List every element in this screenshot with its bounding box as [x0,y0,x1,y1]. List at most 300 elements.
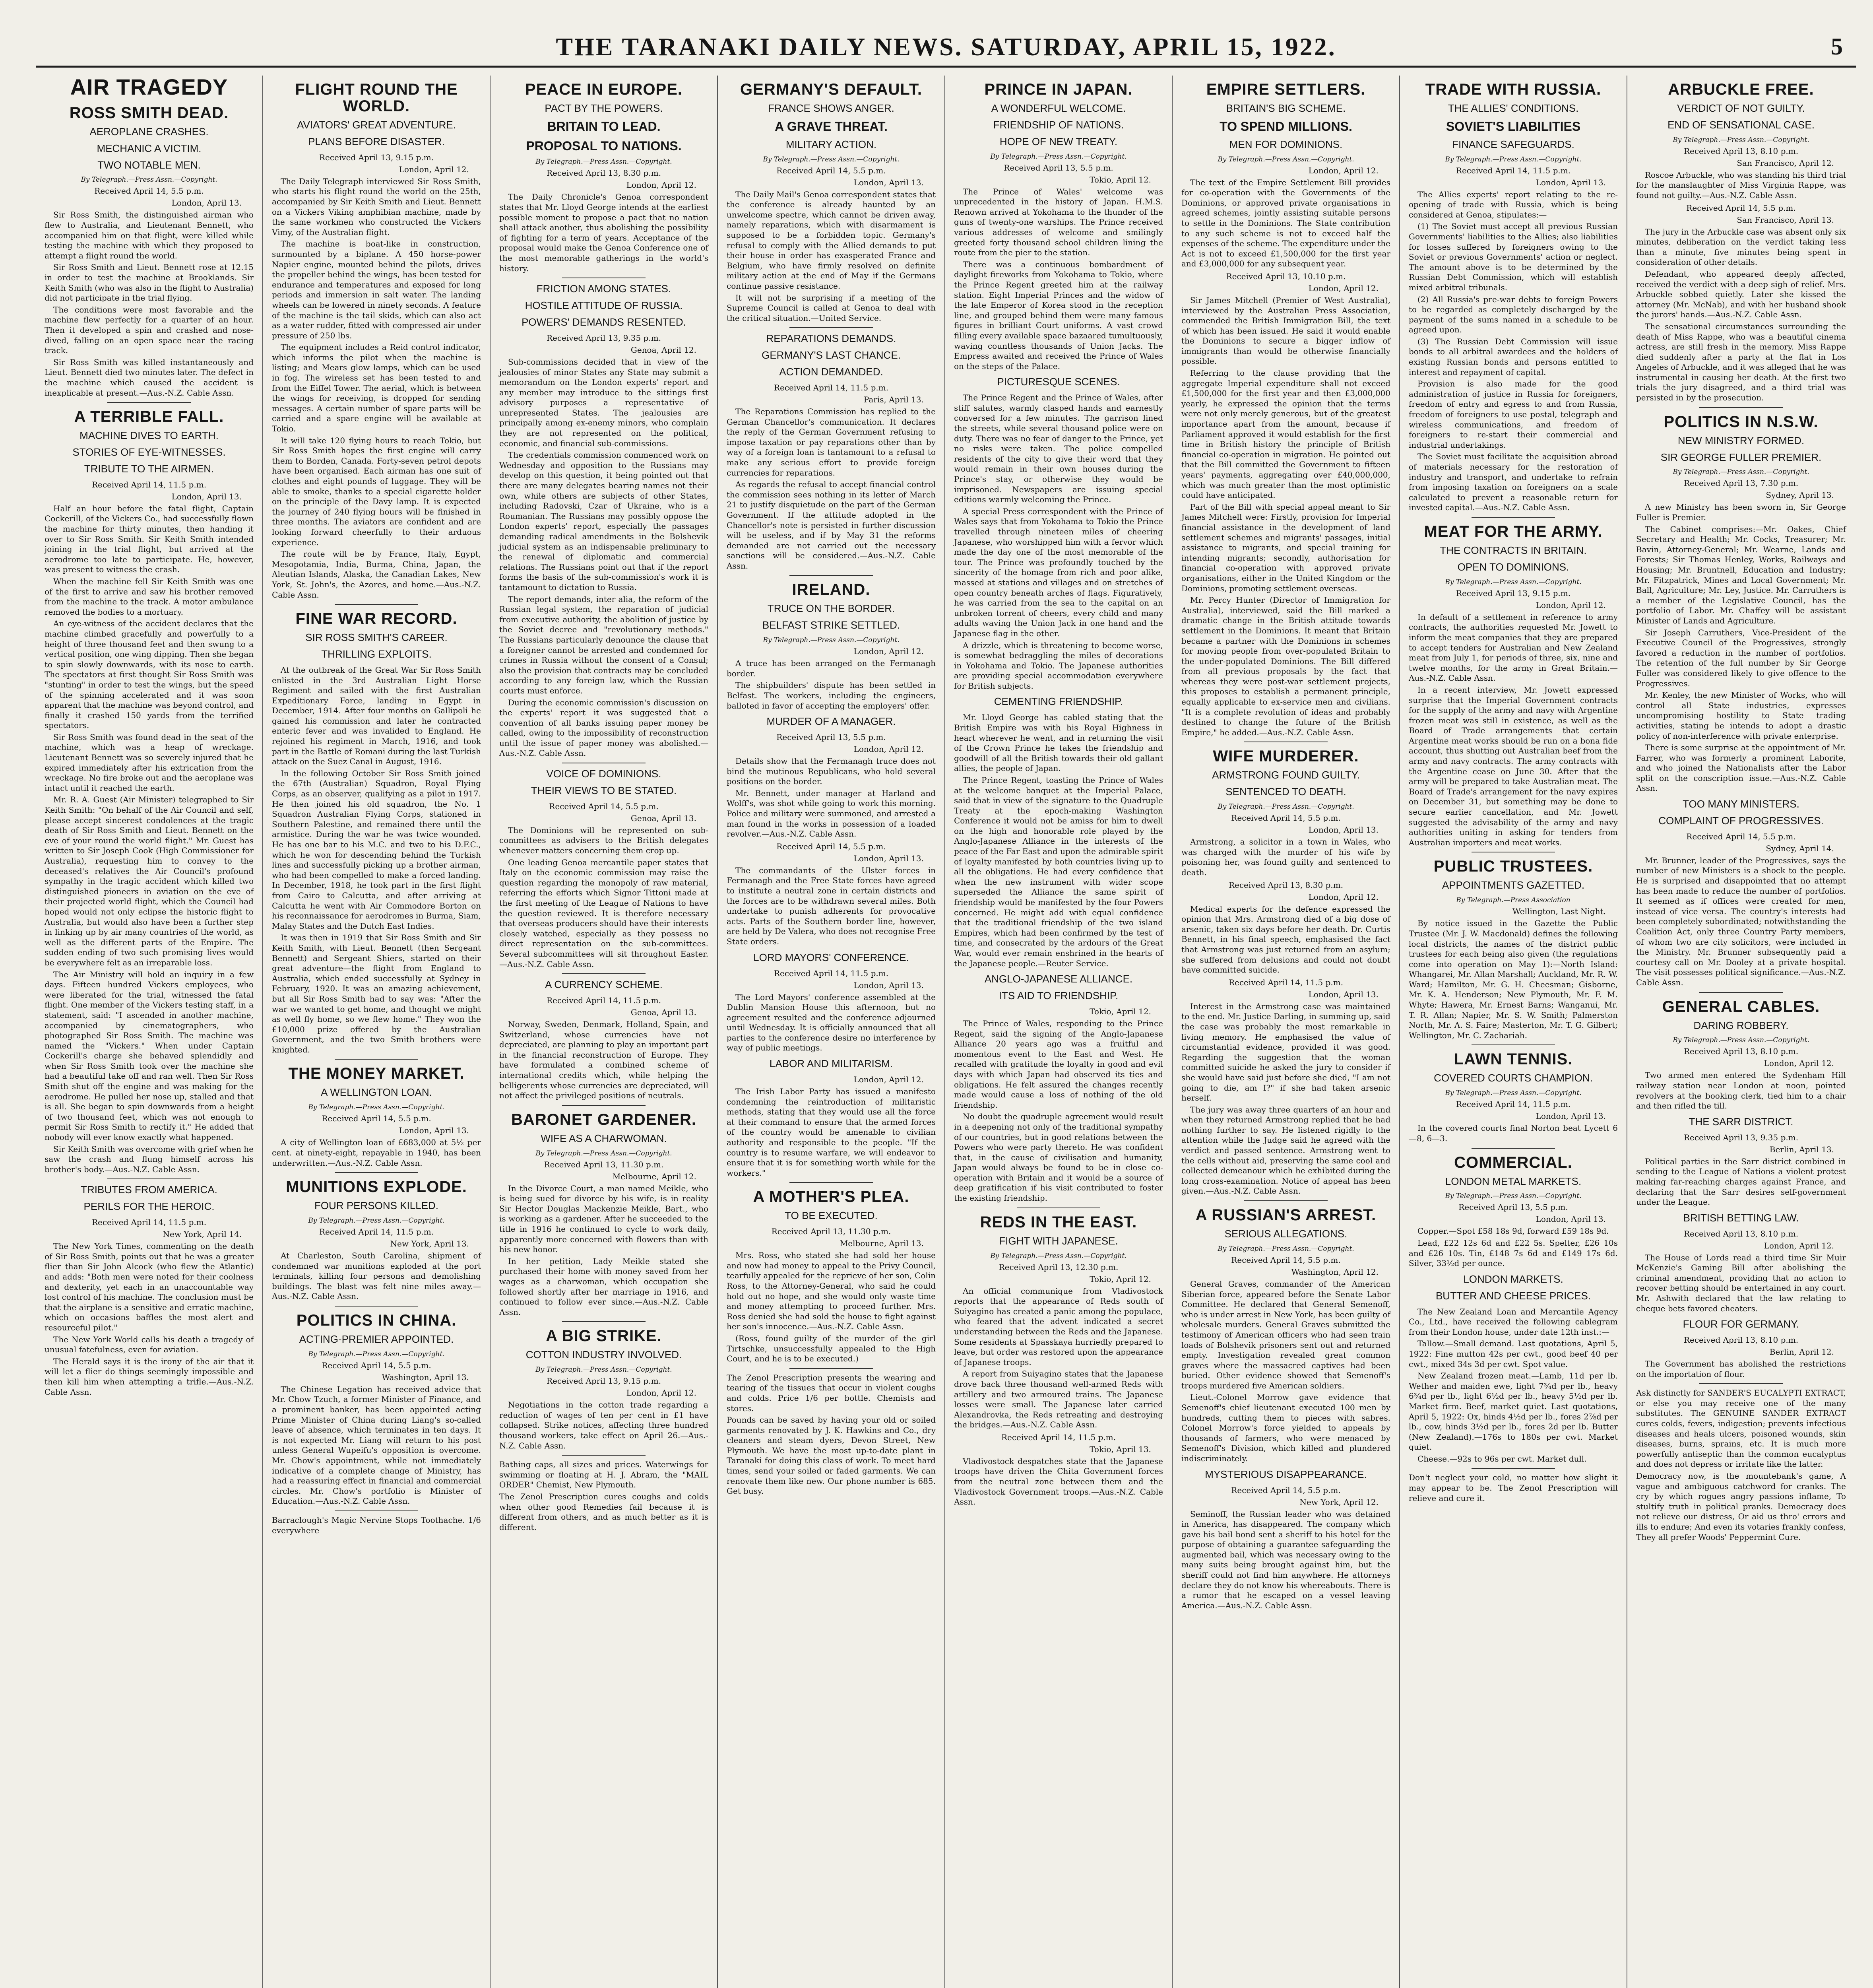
paragraph: In default of a settlement in reference to army contracts, the authorities requested Mr. Jowett to inform the meat companies that they are prepared to accept tenders for Australian and New Zealand meat from July 1, for periods of three, six, nine and twelve months, for the army in Great Britain.—Aus.-N.Z. Cable Assn. [1409,612,1618,683]
divider [562,973,646,974]
subheading: GERMANY'S LAST CHANCE. [762,349,901,361]
received-line: Received April 13, 9.15 p.m. [1456,588,1571,598]
divider [107,402,191,403]
received-line: Received April 13, 11.30 p.m. [771,1227,891,1237]
divider [335,604,418,605]
advertisement: The Zenol Prescription cures coughs and colds when other good Remedies fail because it is different from others, and as much better as it is different. [499,1492,708,1532]
paragraph: The New Zealand Loan and Mercantile Agency Co., Ltd., have received the following cablegram from their London house, under date 12th inst.:— [1409,1307,1618,1337]
paragraph: Lead, £22 12s 6d and £22 5s. Spelter, £26 10s and £26 10s. Tin, £148 7s 6d and £149 17s 6d. Silver, 33½d per ounce. [1409,1238,1618,1268]
received-line: Received April 14, 11.5 p.m. [91,1217,207,1227]
headline: REDS IN THE EAST. [980,1213,1137,1231]
dateline: Berlin, April 13. [1769,1144,1834,1154]
subheading: FRIENDSHIP OF NATIONS. [993,118,1124,131]
headline: IRELAND. [792,581,871,599]
paragraph: (3) The Russian Debt Commission will issue bonds to all arbitral awardees and the holders of existing Russian bonds and persons entitled to interest and repayment of capital. [1409,336,1618,377]
paragraph: In the following October Sir Ross Smith joined the 67th (Australian) Squadron, Royal Flying Corps, as an observer, qualifying as a pilot in 1917. He then joined his old squadron, the No. 1 Squadron Australian Flying Corps, stationed in Southern Palestine, and remained there until the armistice. During the war he was twice wounded. He has one bar to his M.C. and two to his D.F.C., which he won for descending behind the Turkish lines and successfully picking up a brother airman, who had been compelled to make a forced landing. In December, 1918, he took part in the first flight from Cairo to Calcutta, and after arriving at Calcutta he went with Air Commodore Borton on his reconnaissance for aerodromes in Burma, Siam, Malay States and the Dutch East Indies. [272,768,481,931]
received-line: Received April 14, 5.5 p.m. [1686,203,1796,213]
subheading: OPEN TO DOMINIONS. [1457,561,1569,573]
received-line: Received April 14, 11.5 p.m. [1456,1099,1571,1109]
advertisement: Bathing caps, all sizes and prices. Waterwings for swimming or floating at H. J. Abram, the "MAIL ORDER" Chemist, New Plymouth. [499,1460,708,1490]
paragraph: In a recent interview, Mr. Jowett expressed surprise that the Imperial Government contracts for the supply of the army and navy with Argentine frozen meat was still in existence, as well as the Board of Trade arrangements that certain Argentine meat works should be run on a bona fide account, thus shutting out Australian beef from the army and navy contracts. The army contracts with the Argentine cease on June 30. After that the army will be prepared to take Australian meat. The Board of Trade's arrangement for the navy expires on December 31, but something may be done to secure earlier cancellation, and Mr. Jowett suggested the advisability of the army and navy authorities uniting in asking for tenders from Australian importers and meat works. [1409,685,1618,847]
subheading: A CURRENCY SCHEME. [545,978,663,991]
paragraph: The equipment includes a Reid control indicator, which informs the pilot when the machine is listing; and Mears glow lamps, which can be used in fog. The wireless set has been tested to and from the Eiffel Tower. The aerial, which is between the wings for receiving, is dropped for sending messages. A certain number of spare parts will be carried and a spare engine will be available at Tokio. [272,342,481,434]
advertisement: Don't neglect your cold, no matter how slight it may appear to be. The Zenol Prescription will relieve and cure it. [1409,1473,1618,1503]
paragraph: Half an hour before the fatal flight, Captain Cockerill, of the Vickers Co., had successfully flown the machine for thirty minutes, then handing it over to Sir Ross Smith. Sir Keith Smith intended joining in the trial flight, but arrived at the aerodrome too late to participate. He, however, was present to witness the crash. [45,503,254,575]
paragraph: The Irish Labor Party has issued a manifesto condemning the reintroduction of militaristic methods, stating that they would use all the force at their command to ensure that the armed forces of the country would be amenable to civilian authority and responsible to the people. "If the country is to resume warfare, we will endeavor to ensure that it is for something worth while for the workers." [727,1086,936,1178]
byline: By Telegraph.—Press Assn.—Copyright. [1673,468,1809,476]
paragraph: (1) The Soviet must accept all previous Russian Governments' liabilities to the Allies; also liabilities for losses suffered by foreigners owing to the Soviet or previous Governments' action or neglect. The amount above is to be determined by the Russian Debt Commission, which will establish mixed arbitral tribunals. [1409,221,1618,292]
paragraph: By notice issued in the Gazette the Public Trustee (Mr. J. W. Macdonald) defines the following local districts, the names of the district public trustees for each being also given (the regulations come into operation on May 1):—North Island: Whangarei, Mr. Allan Marshall; Auckland, Mr. R. W. Ward; Hamilton, Mr. G. H. Cheesman; Gisborne, Mr. K. A. Henderson; New Plymouth, Mr. F. M. Whyte; Hawera, Mr. Ernest Barns; Wanganui, Mr. T. R. Allan; Napier, Mr. S. W. Smith; Palmerston North, Mr. A. S. Faire; Masterton, Mr. T. G. Gilbert; Wellington, Mr. C. Zachariah. [1409,918,1618,1040]
subheading: MURDER OF A MANAGER. [766,715,896,728]
received-line: Received April 14, 11.5 p.m. [1456,165,1571,175]
headline: A BIG STRIKE. [546,1327,662,1345]
divider [1472,517,1555,518]
paragraph: The report demands, inter alia, the reform of the Russian legal system, the reparation of judicial from executive authority, the abolition of justice by the Soviet decree and "revolutionary methods." The Russians particularly denounce the clause that a foreigner cannot be arrested and condemned for crimes in Russia without the consent of a Consul; also the provision that contracts may be concluded according to any foreign law, which the Russian courts must enforce. [499,594,708,695]
subheading: PICTURESQUE SCENES. [997,376,1120,388]
subheading: TO SPEND MILLIONS. [1220,119,1352,134]
subheading: PERILS FOR THE HEROIC. [83,1200,215,1213]
paragraph: Two armed men entered the Sydenham Hill railway station near London at noon, pointed revolvers at the booking clerk, tied him to a chair and then rifled the till. [1636,1070,1846,1111]
subheading: LORD MAYORS' CONFERENCE. [753,951,909,963]
paragraph: The Government has abolished the restrictions on the importation of flour. [1636,1359,1846,1379]
subheading: FOUR PERSONS KILLED. [314,1200,439,1212]
dateline: London, April 12. [399,164,469,174]
divider [335,1172,418,1173]
paragraph: Armstrong, a solicitor in a town in Wales, who was charged with the murder of his wife by poisoning her, was found guilty and sentenced to death. [1181,837,1390,878]
received-line: Received April 14, 11.5 p.m. [774,382,889,392]
paragraph: During the economic commission's discussion on the experts' report it was suggested that a convention of all banks issuing paper money be called, owing to the impossibility of reconstruction until the issue of paper money was abolished.—Aus.-N.Z. Cable Assn. [499,697,708,758]
byline: By Telegraph.—Press Assn.—Copyright. [535,1149,672,1157]
received-line: Received April 14, 5.5 p.m. [322,1114,431,1124]
dateline: London, April 13. [853,980,924,990]
received-line: Received April 13, 8.10 p.m. [1683,146,1799,156]
subheading: MEN FOR DOMINIONS. [1229,138,1343,150]
dateline: Tokio, April 12. [1090,175,1151,184]
subheading: VOICE OF DOMINIONS. [546,768,661,780]
dateline: New York, April 14. [163,1229,242,1239]
headline: EMPIRE SETTLERS. [1206,81,1366,98]
received-line: Received April 13, 8.10 p.m. [1683,1229,1799,1239]
paragraph: There was a continuous bombardment of daylight fireworks from Yokohama to Tokio, where the Prince Regent greeted him at the railway station. Eight Imperial Princes and the widow of the late Emperor of Korea stood in the reception line, and grouped behind them were many famous figures in brilliant Court uniforms. A vast crowd filling every available space bazaared tumultuously, waving countless thousands of Union Jacks. The Empress awaited and received the Prince of Wales on the steps of the Palace. [954,259,1163,371]
received-line: Received April 13, 7.30 p.m. [1683,478,1799,488]
divider [1244,1200,1328,1201]
page-number: 5 [1831,33,1844,60]
dateline: Genoa, April 12. [630,345,696,355]
paragraph: The conditions were most favorable and the machine flew perfectly for a quarter of an hour. Then it developed a spin and crashed and nose-dived, falling on an open space near the racing track. [45,305,254,355]
received-line: Received April 14, 5.5 p.m. [322,1360,431,1370]
received-line: Received April 14, 5.5 p.m. [1686,831,1796,841]
paragraph: The Allies experts' report relating to the re-opening of trade with Russia, which is being considered at Genoa, stipulates:— [1409,189,1618,219]
headline: A TERRIBLE FALL. [74,408,224,426]
dateline: London, April 12. [853,744,924,754]
dateline: Tokio, April 12. [1090,1006,1151,1016]
subheading: FIGHT WITH JAPANESE. [999,1235,1118,1247]
divider [562,1105,646,1106]
paragraph: The credentials commission commenced work on Wednesday and opposition to the Russians may develop on this question, it being pointed out that there are many delegates bearing names not their own, while others are subjects of other States, including Radovski, Czar of Ukraine, who is a Roumanian. The Russians may possibly oppose the London experts' report, especially the passages demanding radical amendments in the Bolshevik judicial system as an indispensable preliminary to the renewal of diplomatic and commercial relations. The Russians point out that if the report forms the basis of the sub-commission's work it is tantamount to dictation to Russia. [499,450,708,592]
paragraph: At Charleston, South Carolina, shipment of condemned war munitions exploded at the port terminals, killing four persons and demolishing buildings. The blast was felt nine miles away.—Aus.-N.Z. Cable Assn. [272,1251,481,1301]
paragraph: The Dominions will be represented on sub-committees as advisers to the British delegates whenever matters concerning them crop up. [499,825,708,856]
column-3 [491,76,718,1988]
dateline: London, April 12. [1308,892,1379,902]
byline: By Telegraph.—Press Assn.—Copyright. [535,1366,672,1374]
paragraph: The jury in the Arbuckle case was absent only six minutes, deliberation on the verdict taking less than a minute, five minutes being spent in consideration of other details. [1636,227,1846,267]
subheading: PACT BY THE POWERS. [545,102,663,114]
subheading: TWO NOTABLE MEN. [97,159,201,171]
headline: A RUSSIAN'S ARREST. [1195,1206,1377,1224]
paragraph: The Daily Telegraph interviewed Sir Ross Smith, who starts his flight round the world on the 25th, accompanied by Sir Keith Smith and Lieut. Bennett on a Vickers Viking amphibian machine, made by the same workmen who constructed the Vickers Vimy, of the Australian flight. [272,176,481,237]
paragraph: The New York Times, commenting on the death of Sir Ross Smith, points out that he was a greater flier than Sir John Alcock (who flew the Atlantic) and adds: "Both men were noted for their coolness and dexterity, yet each in an unaccountable way lost control of his machine. The conclusion must be that the airplane is a sensitive and erratic machine, which on occasions baffles the most alert and resourceful pilot." [45,1241,254,1332]
byline: By Telegraph.—Press Association [1456,896,1571,905]
dateline: London, April 13. [1536,177,1606,187]
received-line: Received April 13, 8.10 p.m. [1683,1335,1799,1345]
paragraph: The Prince Regent, toasting the Prince of Wales at the welcome banquet at the Imperial Palace, said that in view of the signature to the Quadruple Treaty at the epoch-making Washington Conference it would not be amiss for him to dwell on the high and honorable role played by the Anglo-Japanese Alliance in the interests of the peace of the Far East and upon the admirable spirit of loyalty manifested by both countries living up to all the obligations. He had every confidence that when the new instrument with wider scope superseded the Alliance the same spirit of friendship would be manifested by the four Powers concerned. He might add with equal confidence that the traditional friendship of the two island Empires, which had been confirmed by the test of time, and consecrated by the ardours of the Great War, would ever remain enshrined in the hearts of the Japanese people.—Reuter Service. [954,775,1163,968]
paragraph: The Reparations Commission has replied to the German Chancellor's communication. It declares the reply of the German Government refusing to impose taxation or pay reparations other than by way of a foreign loan is tantamount to a refusal to make any serious effort to provide foreign currencies for reparations. [727,406,936,478]
paragraph: Sir Ross Smith, the distinguished airman who flew to Australia, and Lieutenant Bennett, who accompanied him on that flight, were killed while testing the machine with which they proposed to attempt a flight round the world. [45,210,254,260]
paragraph: A report from Suiyagino states that the Japanese drove back three thousand well-armed Reds with artillery and two armoured trains. The Japanese losses were small. The Japanese later carried Alexandrovka, the Reds retreating and destroying the bridges.—Aus.-N.Z. Cable Assn. [954,1369,1163,1430]
subheading: FRICTION AMONG STATES. [536,283,671,295]
subheading: CEMENTING FRIENDSHIP. [994,695,1123,708]
paragraph: The Daily Chronicle's Genoa correspondent states that Mr. Lloyd George intends at the earliest possible moment to propose a pact that no nation shall attack another, thus abolishing the possibility of fighting for a term of years. Acceptance of the proposal would make the Genoa Conference one of the most memorable gatherings in the world's history. [499,192,708,273]
divider [335,1510,418,1511]
received-line: Received April 13, 12.30 p.m. [999,1262,1119,1272]
headline: COMMERCIAL. [1454,1153,1572,1171]
subheading: POWERS' DEMANDS RESENTED. [522,316,686,328]
paragraph: Sub-commissions decided that in view of the jealousies of minor States any State may submit a memorandum on the London experts' report and any member may introduce to the sittings first advisory purposes a representative of unrepresented States. The jealousies are principally among ex-enemy minors, who complain they are not represented on the political, economic, and financial sub-commissions. [499,357,708,448]
paragraph: Negotiations in the cotton trade regarding a reduction of wages of ten per cent in £1 have collapsed. Strike notices, affecting three hundred thousand workers, take effect on April 26.—Aus.-N.Z. Cable Assn. [499,1400,708,1450]
received-line: Received April 13, 5.5 p.m. [1004,163,1113,173]
dateline: London, April 13. [1536,1214,1606,1224]
paragraph: At the outbreak of the Great War Sir Ross Smith enlisted in the 3rd Australian Light Horse Regiment and sailed with the first Australian Expeditionary Force, landing in Egypt in December, 1914. After four months on Gallipoli he gained his commission and later he contracted enteric fever and was invalided to England. He rejoined his regiment in March, 1916, and took part in the Battle of Romani during the last Turkish attack on the Suez Canal in August, 1916. [272,665,481,767]
paragraph: General Graves, commander of the American Siberian force, appeared before the Senate Labor Committee. He declared that General Semenoff, who is under arrest in New York, has been guilty of wholesale murders. General Graves submitted the testimony of American officers who had seen train loads of Bolshevik prisoners sent out and returned empty. Investigation revealed great common graves where the massacred captives had been buried. Other evidence showed that Semenoff's troops murdered five American soldiers. [1181,1279,1390,1390]
paragraph: The Lord Mayors' conference assembled at the Dublin Mansion House this afternoon, but no agreement resulted and the conference adjourned until Wednesday. It is officially announced that all parties to the conference desire no interference by way of public meetings. [727,992,936,1053]
dateline: Sydney, April 13. [1766,490,1834,500]
paragraph: The Herald says it is the irony of the air that it will let a flier do things seemingly impossible and then kill him when attempting a trifle.—Aus.-N.Z. Cable Assn. [45,1356,254,1397]
dateline: London, April 12. [853,1074,924,1084]
subheading: THE ALLIES' CONDITIONS. [1448,102,1579,114]
paragraph: New Zealand frozen meat.—Lamb, 11d per lb. Wether and maiden ewe, light 7¾d per lb., heavy 6¾d per lb., light 6½d per lb., heavy 5½d per lb. Market firm. Beef, market quiet. Last quotations, April 5, 1922: Ox, hinds 4½d per lb., fores 2⅞d per lb., cow, hinds 3½d per lb., fores 2d per lb. Butter (New Zealand).—176s to 180s per cwt. Market quiet. [1409,1371,1618,1452]
divider [789,1368,873,1369]
column-8 [1627,76,1855,1988]
byline: By Telegraph.—Press Assn.—Copyright. [1218,155,1354,163]
paragraph: The Prince Regent and the Prince of Wales, after stiff salutes, warmly clasped hands and earnestly conversed for a few minutes. The garrison lined the streets, while several thousand police were on duty. There was no fear of danger to the Prince, yet no risks were taken. The police compelled residents of the city to give their word that they would remain in their own houses during the Prince's stay, or otherwise they would be imprisoned. Newspapers are issuing special editions warmly welcoming the Prince. [954,393,1163,505]
received-line: Received April 14, 5.5 p.m. [1231,813,1341,823]
subheading: FRANCE SHOWS ANGER. [768,102,894,114]
paragraph: A drizzle, which is threatening to become worse, is somewhat bedraggling the miles of decorations in Yokohama and Tokio. The Japanese authorities are providing special accommodation everywhere for British subjects. [954,640,1163,691]
dateline: London, April 13. [171,198,242,208]
dateline: London, April 12. [1536,600,1606,610]
headline: LAWN TENNIS. [1454,1050,1573,1068]
headline: PRINCE IN JAPAN. [984,81,1133,98]
headline: ROSS SMITH DEAD. [69,104,229,122]
dateline: Tokio, April 12. [1090,1274,1151,1284]
masthead [36,28,1856,68]
paragraph: Mr. R. A. Guest (Air Minister) telegraphed to Sir Keith Smith: "On behalf of the Air Council and self, please accept sincerest condolences at the tragic death of Sir Ross Smith and Lieut. Bennett on the eve of your round the world flight." Mr. Guest has written to Sir Joseph Cook (High Commissioner for Australia), requesting him to convey to the deceased's relatives the Air Council's profound sympathy in the tragic accident which killed two distinguished pioneers in aviation on the eve of their projected world flight, which the Council had hoped would not only eclipse the historic flight to Australia, but would also have been a further step in linking up by air many countries of the world, as well as the different parts of the Empire. The sudden ending of two such promising lives would be everywhere felt as an irreparable loss. [45,795,254,967]
divider [335,1306,418,1307]
received-line: Received April 13, 9.35 p.m. [546,333,661,343]
received-line: Received April 13, 8.10 p.m. [1683,1046,1799,1056]
paragraph: An eye-witness of the accident declares that the machine climbed gracefully and powerfully to a height of three thousand feet and then swung to a vertical position, one wing dipping. Then she began to spin slowly downwards, with its nose to earth. The spectators at first thought Sir Ross Smith was "stunting" in order to test the wings, but the speed of the spinning accelerated and it was soon apparent that the machine was beyond control, and finally it crashed 150 yards from the terrified spectators. [45,619,254,730]
dateline: Tokio, April 13. [1090,1444,1151,1454]
subheading: APPOINTMENTS GAZETTED. [1442,879,1585,891]
dateline: Berlin, April 12. [1769,1347,1834,1357]
paragraph: The Prince of Wales' welcome was unprecedented in the history of Japan. H.M.S. Renown arrived at Yokohama to the thunder of the guns of twenty-one warships. The Prince received various addresses of welcome and smilingly greeted forty thousand school children lining the route from the pier to the station. [954,186,1163,258]
subheading: MYSTERIOUS DISAPPEARANCE. [1205,1468,1367,1480]
subheading: LONDON MARKETS. [1463,1273,1563,1285]
paragraph: In the Divorce Court, a man named Meikle, who is being sued for divorce by his wife, is in reality Sir Hector Douglas Mackenzie Meikle, Bart., who is working as a gardener. After he succeeded to the title in 1916 he continued to cycle to work daily, apparently more concerned with flowers than with his new honor. [499,1183,708,1254]
received-line: Received April 13, 5.5 p.m. [1458,1202,1568,1212]
paragraph: (2) All Russia's pre-war debts to foreign Powers to be regarded as completely discharged by the payment of the sums named in a schedule to be agreed upon. [1409,294,1618,335]
paragraph: Cheese.—92s to 96s per cwt. Market dull. [1417,1454,1587,1464]
paragraph: The Chinese Legation has received advice that Mr. Chow Tzuch, a former Minister of Finance, and a prominent banker, has been appointed acting Prime Minister of China during Liang's so-called leave of absence, which terminates in ten days. It is not expected Mr. Liang will return to his post unless General Wupeifu's opposition is overcome. Mr. Chow's appointment, while not immediately indicative of a complete change of Ministry, has had a reassuring effect in financial and commercial circles. Mr. Chow's portfolio is Minister of Education.—Aus.-N.Z. Cable Assn. [272,1384,481,1506]
advertisement: Democracy now, is the mountebank's game, A vague and ambiguous catchword for cranks. The cry by which rogues angry passions inflame, To stultify truth in political pranks. Democracy does not relieve our distress, Or aid us thro' errors and ills to endure; And even its votaries frankly confess, They all prefer Woods' Peppermint Cure. [1636,1471,1846,1542]
received-line: Received April 14, 5.5 p.m. [1231,1255,1341,1265]
paragraph: The commandants of the Ulster forces in Fermanagh and the Free State forces have agreed to institute a neutral zone in certain districts and the forces are to be withdrawn several miles. Both undertake to punish adherents for provocative acts. Parts of the Southern border line, however, are held by De Valera, who does not recognise Free State orders. [727,865,936,947]
dateline: Sydney, April 14. [1766,843,1834,853]
received-line: Received April 14, 11.5 p.m. [91,480,207,489]
paragraph: (Ross, found guilty of the murder of the girl Tirtschke, unsuccessfully appealed to the High Court, and he is to be executed.) [727,1333,936,1364]
paragraph: A truce has been arranged on the Fermanagh border. [727,658,936,678]
subheading: STORIES OF EYE-WITNESSES. [72,446,226,458]
paragraph: Tallow.—Small demand. Last quotations, April 5, 1922: Fine mutton 42s per cwt., good beef 40 per cwt., mixed 34s 3d per cwt. Spot value. [1409,1339,1618,1369]
byline: By Telegraph.—Press Assn.—Copyright. [990,1252,1127,1260]
dateline: New York, April 13. [390,1239,469,1249]
paragraph: Mrs. Ross, who stated she had sold her house and now had money to appeal to the Privy Council, tearfully appealed for the reprieve of her son, Colin Ross, to the Attorney-General, who said he could hold out no hope, and she would only waste time and money attempting to proceed further. Mrs. Ross denied she had sold the house to fight against her son's innocence.—Aus.-N.Z. Cable Assn. [727,1250,936,1332]
subheading: AEROPLANE CRASHES. [89,125,209,138]
byline: By Telegraph.—Press Assn.—Copyright. [990,152,1127,161]
dateline: London, April 13. [853,177,924,187]
paragraph: The House of Lords read a third time Sir Muir McKenzie's Gaming Bill after abolishing the criminal amendment, providing that no action to recover betting should be entertained in any court. Mr. Ashwith declared that the law relating to cheque bets favored cheaters. [1636,1252,1846,1313]
dateline: Paris, April 13. [863,394,924,404]
headline: FLIGHT ROUND THE WORLD. [295,81,458,115]
subheading: MACHINE DIVES TO EARTH. [79,429,219,442]
divider [1699,407,1783,408]
byline: By Telegraph.—Press Assn.—Copyright. [763,155,900,163]
received-line: Received April 13, 9.15 p.m. [319,152,434,162]
subheading: ACTION DEMANDED. [779,366,883,378]
subheading: VERDICT OF NOT GUILTY. [1677,102,1805,114]
paragraph: Political parties in the Sarr district combined in sending to the League of Nations a violent protest making far-reaching charges against France, and declaring that the Sarr desires self-government under the League. [1636,1156,1846,1207]
subheading: END OF SENSATIONAL CASE. [1667,118,1815,131]
subheading: THE SARR DISTRICT. [1689,1115,1794,1128]
paragraph: Interest in the Armstrong case was maintained to the end. Mr. Justice Darling, in summing up, said the case was probably the most remarkable in living memory. He emphasised the value of circumstantial evidence, provided it was good. Regarding the suggestion that the woman committed suicide he asked the jury to consider if she would have said just before she died, "I am not going to die, am I?" if she had taken arsenic herself. [1181,1001,1390,1103]
subheading: SOVIET'S LIABILITIES [1446,119,1581,134]
subheading: TOO MANY MINISTERS. [1683,798,1799,810]
paragraph: The text of the Empire Settlement Bill provides for co-operation with the Governments of the Dominions, or approved private organisations in agreed schemes, jointly assisting suitable persons to settle in the Dominions. The State contribution to any such scheme is not to exceed half the expenses of the scheme. The expenditure under the Act is not to exceed £1,500,000 for the first year and £3,000,000 for any subsequent year. [1181,177,1390,269]
dateline: San Francisco, April 12. [1737,158,1834,168]
newspaper-columns [36,76,1856,1988]
column-6 [1173,76,1400,1988]
paragraph: Mr. Percy Hunter (Director of Immigration for Australia), interviewed, said the Bill marked a dramatic change in the British attitude towards settlement in the Dominions. It meant that Britain became a partner with the Dominions in schemes for moving people from over-populated Britain to the under-populated Dominions. The Bill differed from all previous proposals by the fact that whereas they were post-war settlement projects, this proposes to establish a permanent principle, equally applicable to ex-service men and civilians. "It is a complete revolution of ideas and probably destined to change the future of the British Empire," he added.—Aus.-N.Z. Cable Assn. [1181,595,1390,737]
subheading: LONDON METAL MARKETS. [1445,1175,1582,1187]
paragraph: In her petition, Lady Meikle stated she purchased their home with money saved from her wages as a charwoman, which occupation she followed shortly after her marriage in 1916, and continued to follow ever since.—Aus.-N.Z. Cable Assn. [499,1256,708,1317]
divider [789,327,873,328]
subheading: PROPOSAL TO NATIONS. [526,138,682,153]
dateline: Melbourne, April 12. [612,1171,696,1181]
received-line: Received April 14, 5.5 p.m. [549,801,659,811]
divider [1472,1044,1555,1045]
subheading: COVERED COURTS CHAMPION. [1434,1072,1593,1084]
paragraph: The route will be by France, Italy, Egypt, Mesopotamia, India, Burma, China, Japan, the Aleutian Islands, Alaska, the Canadian Lakes, New York, St. John's, the Azores, and home.—Aus.-N.Z. Cable Assn. [272,549,481,600]
subheading: FINANCE SAFEGUARDS. [1452,138,1574,150]
column-7 [1400,76,1627,1988]
received-line: Received April 14, 5.5 p.m. [776,841,886,851]
subheading: DARING ROBBERY. [1693,1019,1789,1031]
paragraph: Lieut.-Colonel Morrow gave evidence that Semenoff's chief lieutenant executed 100 men by hundreds, cutting them to pieces with sabres. Colonel Morrow's force yielded to appeals by thousands of farmers, who were menaced by Semenoff's Division, which killed and plundered indiscriminately. [1181,1392,1390,1464]
paragraph: The Prince of Wales, responding to the Prince Regent, said the signing of the Anglo-Japanese Alliance 20 years ago was a fruitful and momentous event to the East and West. He recalled with gratitude the loyalty in good and evil days with which Japan had observed its ties and obligations. He felt assured the changes recently made would cause a loss of nothing of the old friendship. [954,1018,1163,1110]
subheading: THEIR VIEWS TO BE STATED. [531,784,677,796]
subheading: AVIATORS' GREAT ADVENTURE. [297,119,456,131]
paragraph: Mr. Lloyd George has cabled stating that the British Empire was with his Royal Highness in heart wherever he went, and in returning the visit of the Crown Prince he takes the friendship and goodwill of all the British towards their old gallant allies, the people of Japan. [954,712,1163,773]
headline: GERMANY'S DEFAULT. [740,81,922,98]
column-2 [263,76,491,1988]
received-line: Received April 14, 11.5 p.m. [1001,1432,1116,1442]
paragraph: The shipbuilders' dispute has been settled in Belfast. The workers, including the engineers, balloted in favor of accepting the employers' offer. [727,680,936,711]
received-line: Received April 13, 8.30 p.m. [1228,880,1344,890]
divider [562,1455,646,1456]
paragraph: The Cabinet comprises:—Mr. Oakes, Chief Secretary and Health; Mr. Cocks, Treasurer; Mr. Bavin, Attorney-General; Mr. Wearne, Lands and Forests; Sir Thomas Henley, Works, Railways and Housing; Mr. Bruntnell, Education and Industry; Mr. Fitzpatrick, Mines and Local Government; Mr. Ball, Agriculture; Mr. Ley, Justice. Mr. Carruthers is a member of the Legislative Council, has the portfolio of Labor. Mr. Chaffey will be assistant Minister of Lands and Agriculture. [1636,524,1846,625]
headline: FINE WAR RECORD. [295,610,458,628]
advertisement: Ask distinctly for SANDER'S EUCALYPTI EXTRACT, or else you may receive one of the many substitutes. The GENUINE SANDER EXTRACT cures colds, fevers, indigestion; prevents infectious diseases and heals ulcers, poisoned wounds, skin diseases, burns, sprains, etc. It is much more powerfully antiseptic than the common eucalyptus and does not depress or irritate like the latter. [1636,1388,1846,1469]
headline: PEACE IN EUROPE. [525,81,683,98]
headline: GENERAL CABLES. [1662,998,1820,1015]
received-line: Received April 14, 5.5 p.m. [776,165,886,175]
paragraph: When the machine fell Sir Keith Smith was one of the first to arrive and saw his brother removed from the machine to the track. A motor ambulance removed the bodies to a mortuary. [45,576,254,617]
dateline: London, April 12. [626,180,696,190]
divider [1699,1383,1783,1384]
byline: By Telegraph.—Press Assn.—Copyright. [1673,1036,1809,1044]
dateline: London, April 13. [853,853,924,863]
subheading: ARMSTRONG FOUND GUILTY. [1212,769,1360,781]
paragraph: A special Press correspondent with the Prince of Wales says that from Yokohama to Tokio the Prince travelled through nineteen miles of cheering Japanese, who worshipped him with a fervor which made the day one of the most memorable of the tour. The Prince was profoundly touched by the sincerity of the homage from rich and poor alike, massed at stations and villages and on stretches of open country beneath arches of flags. Figuratively, he was carried from the sea to the capital on an unbroken torrent of cheers, every child and many adults waving the Union Jack in one hand and the Japanese flag in the other. [954,506,1163,638]
byline: By Telegraph.—Press Assn.—Copyright. [763,636,900,645]
paragraph: There is some surprise at the appointment of Mr. Farrer, who was formerly a prominent Laborite, and who joined the Nationalists after the Labor split on the conscription issue.—Aus.-N.Z. Cable Assn. [1636,743,1846,793]
subheading: SERIOUS ALLEGATIONS. [1224,1228,1348,1240]
paragraph: Sir Joseph Carruthers, Vice-President of the Executive Council of the Progressives, strongly favored a reduction in the number of portfolios. The retention of the full number by Sir George Fuller was considered likely to give offence to the Progressives. [1636,627,1846,688]
paragraph: Mr. Kenley, the new Minister of Works, who will control all State industries, expresses uncompromising hostility to State trading activities, stating he intends to adopt a drastic policy of non-interference with private enterprise. [1636,690,1846,741]
headline: MEAT FOR THE ARMY. [1424,522,1603,540]
subheading: THE CONTRACTS IN BRITAIN. [1440,544,1587,556]
byline: By Telegraph.—Press Assn.—Copyright. [1445,1192,1582,1200]
paragraph: Provision is also made for the good administration of justice in Russia for foreigners, freedom of entry and egress to and from Russia, freedom of foreigners to use postal, telegraph and wireless communications, and freedom of foreigners to re-start their commercial and industrial undertakings. [1409,379,1618,450]
subheading: HOPE OF NEW TREATY. [999,135,1118,148]
paragraph: The jury was away three quarters of an hour and when they returned Armstrong replied that he had nothing further to say. He listened rigidly to the attention while the Judge said he agreed with the verdict and passed sentence. Armstrong went to the cells without aid, preserving the same cool and collected demeanour which he exhibited during the long cross-examination. Notice of appeal has been given.—Aus.-N.Z. Cable Assn. [1181,1105,1390,1196]
paragraph: A new Ministry has been sworn in, Sir George Fuller is Premier. [1636,502,1846,522]
subheading: TRIBUTE TO THE AIRMEN. [84,462,214,475]
subheading: A WELLINGTON LOAN. [321,1086,432,1099]
headline: A MOTHER'S PLEA. [753,1188,909,1206]
divider [789,575,873,576]
paragraph: An official communique from Vladivostock reports that the appearance of Reds south of Suiyagino has created a panic among the populace, who feared that the advent indicated a secret understanding between the Reds and the Japanese. Some residents at Spasskaya hurriedly prepared to leave, but order was restored upon the appearance of Japanese troops. [954,1286,1163,1367]
dateline: San Francisco, April 13. [1737,215,1834,225]
subheading: HOSTILE ATTITUDE OF RUSSIA. [525,299,683,312]
subheading: ANGLO-JAPANESE ALLIANCE. [984,973,1133,985]
paragraph: Defendant, who appeared deeply affected, received the verdict with a deep sigh of relief. Mrs. Arbuckle sobbed quietly. Later she kissed the attorney (Mr. McNab), and with her husband shook the jurors' hands.—Aus.-N.Z. Cable Assn. [1636,269,1846,320]
paragraph: Seminoff, the Russian leader who was detained in America, has disappeared. The company which gave his bail bond sent a sheriff to his hotel for the purpose of obtaining a guarantee safeguarding the augmented bail, which was necessary owing to the many suits being brought against him, but the sheriff could not find him anywhere. He attorneys declare they do not know his whereabouts. There is a rumor that he escaped on a vessel leaving America.—Aus.-N.Z. Cable Assn. [1181,1509,1390,1610]
paragraph: No doubt the quadruple agreement would result in a deepening not only of the traditional sympathy of our countries, but in good relations between the Powers who were party thereto. He was confident that, in the cause of civilisation and humanity, Japan would always be found to be in close co-operation with Britain and it would be a source of deep gratification if his visit contributed to foster the existing friendship. [954,1112,1163,1203]
paragraph: The New York World calls his death a tragedy of unusual fatefulness, even for aviation. [45,1334,254,1355]
column-5 [945,76,1173,1988]
headline: ARBUCKLE FREE. [1668,81,1814,98]
dateline: London, April 13. [1308,989,1379,999]
paragraph: It will not be surprising if a meeting of the Supreme Council is called at Genoa to deal with the critical situation.—United Service. [727,293,936,323]
byline: By Telegraph.—Press Assn.—Copyright. [1445,1089,1582,1097]
byline: By Telegraph.—Press Assn.—Copyright. [535,158,672,166]
byline: By Telegraph.—Press Assn.—Copyright. [81,176,217,184]
divider [562,1321,646,1322]
dateline: Washington, April 12. [1291,1267,1379,1277]
byline: By Telegraph.—Press Assn.—Copyright. [308,1350,445,1358]
byline: By Telegraph.—Press Assn.—Copyright. [308,1103,445,1112]
subheading: SIR ROSS SMITH'S CAREER. [305,631,448,644]
advertisement: Pounds can be saved by having your old or soiled garments renovated by J. K. Hawkins and Co., dry cleaners and steam dyers, Devon Street, New Plymouth. We have the most up-to-date plant in Taranaki for doing this class of work. To meet hard times, send your soiled or faded garments. We can renovate them like new. Our phone number is 685. Get busy. [727,1415,936,1496]
byline: By Telegraph.—Press Assn.—Copyright. [308,1217,445,1225]
subheading: BRITAIN'S BIG SCHEME. [1226,102,1346,114]
subheading: REPARATIONS DEMANDS. [766,332,896,345]
received-line: Received April 13, 11.30 p.m. [544,1159,664,1169]
paragraph: Sir Ross Smith was found dead in the seat of the machine, which was a heap of wreckage. Lieutenant Bennett was so severely injured that he expired immediately after his extrication from the wreckage. No fire broke out and the aeroplane was intact until it reached the earth. [45,732,254,793]
received-line: Received April 14, 11.5 p.m. [1228,977,1344,987]
headline: THE MONEY MARKET. [288,1065,465,1083]
advertisement: Barraclough's Magic Nervine Stops Toothache. 1/6 everywhere [272,1515,481,1535]
paragraph: The Soviet must facilitate the acquisition abroad of materials necessary for the restoration of industry and transport, and undertake to refrain from imposing taxation on foreigners on a scale calculated to prevent a reasonable return for invested capital.—Aus.-N.Z. Cable Assn. [1409,452,1618,513]
received-line: Received April 14, 11.5 p.m. [774,968,889,978]
headline: TRADE WITH RUSSIA. [1425,81,1602,98]
subheading: WIFE AS A CHARWOMAN. [541,1132,667,1144]
received-line: Received April 13, 9.15 p.m. [546,1376,661,1386]
dateline: London, April 12. [1764,1058,1834,1068]
masthead-title: THE TARANAKI DAILY NEWS. SATURDAY, APRIL 15, 1922. [556,32,1336,61]
paragraph: Part of the Bill with special appeal meant to Sir James Mitchell were: Firstly, provision for Imperial financial assistance in the development of land settlement schemes and migrants' passages, initial assistance to migrants, and special training for intending migrants; secondly, authorisation for financial co-operation with approved private organisations, either in the United Kingdom or the Dominions, promoting settlement overseas. [1181,502,1390,593]
divider [1472,1148,1555,1149]
headline: POLITICS IN CHINA. [296,1312,457,1329]
byline: By Telegraph.—Press Assn.—Copyright. [1673,136,1809,144]
paragraph: In the covered courts final Norton beat Lycett 6—8, 6—3. [1409,1123,1618,1143]
subheading: COTTON INDUSTRY INVOLVED. [525,1349,682,1361]
paragraph: Roscoe Arbuckle, who was standing his third trial for the manslaughter of Miss Virginia Rappe, was found not guilty.—Aus.-N.Z. Cable Assn. [1636,170,1846,200]
subheading: A GRAVE THREAT. [775,119,888,134]
headline: AIR TRAGEDY [70,76,228,99]
paragraph: Details show that the Fermanagh truce does not bind the mutinous Republicans, who hold several positions on the border. [727,756,936,786]
paragraph: Mr. Brunner, leader of the Progressives, says the number of new Ministers is a shock to the people. He is surprised and disappointed that no attempt has been made to reduce the number of portfolios. It seemed as if offices were created for men, instead of vice versa. The country's interests had been completely subordinated; notwithstanding the Coalition Act, only three Country Party members, of whom two are city solicitors, were included in the Ministry. Mr. Brunner subsequently paid a courtesy call on Mr. Dooley at a private hospital. The visit possesses political significance.—Aus.-N.Z. Cable Assn. [1636,855,1846,987]
divider [789,1182,873,1183]
dateline: London, April 12. [853,646,924,656]
dateline: Genoa, April 13. [630,813,696,823]
subheading: TO BE EXECUTED. [785,1209,878,1222]
paragraph: Sir Ross Smith was killed instantaneously and Lieut. Bennett died two minutes later. The defect in the machine which caused the accident is inexplicable at present.—Aus.-N.Z. Cable Assn. [45,357,254,398]
paragraph: The machine is boat-like in construction, surmounted by a biplane. A 450 horse-power Napier engine, mounted behind the pilots, drives the propeller behind the wings, has been tested for endurance and temperatures and exposed for long periods and immersion in salt water. The landing wheels can be lowered in ninety seconds. A feature of the machine is the tail skids, which can also act as a water rudder, fitted with compressed air under pressure of 250 lbs. [272,239,481,340]
dateline: London, April 12. [1764,1241,1834,1250]
byline: By Telegraph.—Press Assn.—Copyright. [1445,155,1582,163]
column-1 [36,76,263,1988]
subheading: A WONDERFUL WELCOME. [991,102,1126,114]
subheading: PLANS BEFORE DISASTER. [308,135,445,148]
divider [107,1178,191,1179]
received-line: Received April 13, 10.10 p.m. [1226,271,1346,281]
received-line: Received April 14, 5.5 p.m. [94,186,204,196]
dateline: Washington, April 13. [382,1372,469,1382]
paragraph: Sir James Mitchell (Premier of West Australia), interviewed by the Australian Press Association, commended the British Immigration Bill, the text of which has been issued. He said it would enable the Dominions to secure a bigger inflow of immigrants than would be otherwise financially possible. [1181,295,1390,366]
dateline: Melbourne, April 13. [840,1239,924,1248]
paragraph: Referring to the clause providing that the aggregate Imperial expenditure shall not exceed £1,500,000 for the first year and then £3,000,000 yearly, he expressed the opinion that the terms were not only merely generous, but of the greatest importance apart from the amount, because if Parliament approved it would establish for the first time in British history the principle of British financial co-operation in migration. He pointed out that the Bill committed the Government to fifteen years' payments, aggregating over £40,000,000, which was much greater than the most optimistic could have anticipated. [1181,368,1390,500]
headline: POLITICS IN N.S.W. [1664,413,1819,431]
dateline: London, April 12. [626,1388,696,1398]
paragraph: Mr. Bennett, under manager at Harland and Wolff's, was shot while going to work this morning. Police and military were summoned, and arrested a man found in the works in possession of a loaded revolver.—Aus.-N.Z. Cable Assn. [727,788,936,839]
subheading: BUTTER AND CHEESE PRICES. [1435,1289,1591,1302]
byline: By Telegraph.—Press Assn.—Copyright. [1218,1244,1354,1253]
received-line: Received April 13, 9.35 p.m. [1683,1132,1799,1142]
subheading: LABOR AND MILITARISM. [769,1058,893,1070]
subheading: NEW MINISTRY FORMED. [1677,434,1805,447]
